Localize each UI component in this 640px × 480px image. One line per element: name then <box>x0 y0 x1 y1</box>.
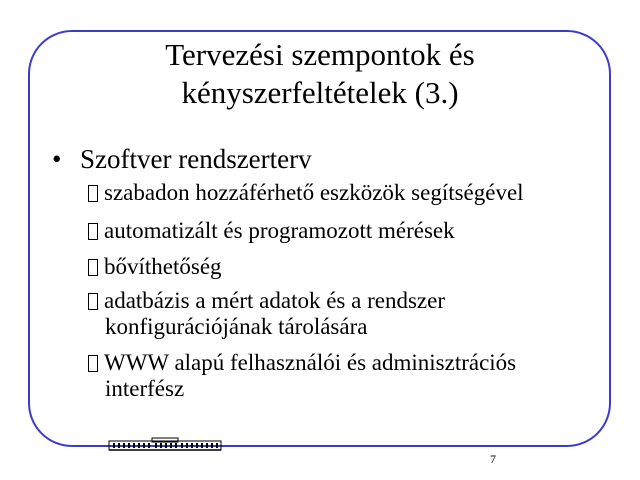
page-number: 7 <box>490 452 496 466</box>
checkbox-glyph-icon <box>88 355 98 372</box>
building-logo-icon <box>108 437 222 451</box>
checkbox-glyph-icon <box>88 223 98 240</box>
main-bullet-text: Szoftver rendszerterv <box>80 144 312 174</box>
sub-bullet-2 <box>88 218 455 244</box>
checkbox-glyph-icon <box>88 259 98 276</box>
sub-bullet-5 <box>88 350 516 402</box>
checkbox-glyph-icon <box>88 293 98 310</box>
title-line-2: kényszerfeltételek (3.) <box>181 75 459 110</box>
sub-bullet-text-cont: konfigurációjának tárolására <box>105 314 368 339</box>
bullet-dot-icon: • <box>52 144 62 174</box>
sub-bullet-3 <box>88 254 222 280</box>
sub-bullet-text-cont: interfész <box>105 376 185 401</box>
slide-title <box>0 36 640 112</box>
main-bullet <box>52 142 312 176</box>
title-line-1: Tervezési szempontok és <box>165 37 475 72</box>
checkbox-glyph-icon <box>88 185 98 202</box>
sub-bullet-1 <box>88 180 524 206</box>
sub-bullet-4 <box>88 288 445 340</box>
sub-bullet-text: bővíthetőség <box>104 254 222 279</box>
sub-bullet-text: automatizált és programozott mérések <box>104 218 455 243</box>
sub-bullet-text: szabadon hozzáférhető eszközök segítségével <box>104 180 524 205</box>
sub-bullet-text: WWW alapú felhasználói és adminisztrációs <box>104 350 517 375</box>
sub-bullet-text: adatbázis a mért adatok és a rendszer <box>104 288 445 313</box>
